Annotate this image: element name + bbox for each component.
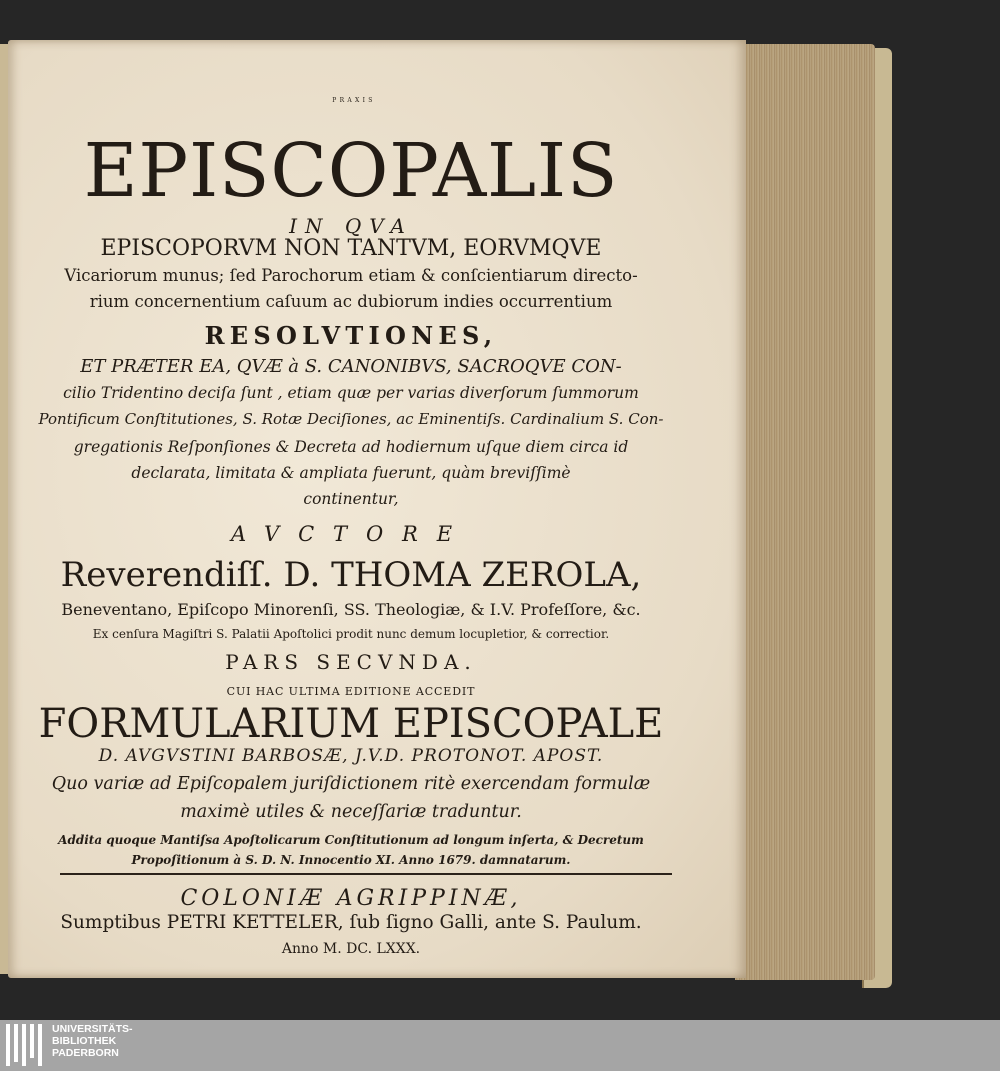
quo-variae-line: Quo variæ ad Epiſcopalem juriſdictionem ritè exercendam formulæ [51, 774, 651, 794]
praeter-line: ET PRÆTER EA, QVÆ à S. CANONIBVS, SACROQVE CON- [80, 356, 622, 377]
praxis-heading: PRAXIS [332, 97, 376, 104]
divider-rule [60, 873, 672, 875]
coloniae-line: COLONIÆ AGRIPPINÆ, [180, 886, 522, 911]
episcopalis-heading: EPISCOPALIS [83, 128, 619, 214]
anno-line: Anno M. DC. LXXX. [281, 941, 421, 957]
cui-hac-line: CUI HAC ULTIMA EDITIONE ACCEDIT [226, 685, 476, 698]
vicariorum-line: Vicariorum munus; ſed Parochorum etiam & conſcientiarum directo- [64, 266, 638, 285]
in-qua-line: IN QVA [289, 214, 413, 238]
rium-line: rium concernentium caſuum ac dubiorum indies occurrentium [89, 292, 613, 311]
library-name-line2: BIBLIOTHEK [52, 1035, 117, 1047]
cilio-line: cilio Tridentino deciſa ſunt , etiam quæ per varias diverſorum ſummorum [63, 384, 639, 402]
maxime-line: maximè utiles & neceſſariæ traduntur. [180, 802, 522, 822]
author-line: Reverendiſſ. D. THOMA ZEROLA, [60, 555, 642, 595]
library-logo-icon [6, 1024, 42, 1066]
propositionum-line: Propoſitionum à S. D. N. Innocentio XI. Anno 1679. damnatarum. [131, 853, 571, 867]
resolutiones-line: RESOLVTIONES, [204, 321, 498, 350]
pars-secunda-line: PARS SECVNDA. [225, 650, 477, 674]
pontificum-line: Pontificum Conſtitutiones, S. Rotæ Deciſiones, ac Eminentiſs. Cardinalium S. Con- [38, 410, 664, 428]
page-fore-edge [735, 44, 875, 980]
library-footer [0, 1020, 1000, 1071]
continentur-line: continentur, [303, 490, 399, 508]
author-titles-line: Beneventano, Epiſcopo Minorenſi, SS. Theologiæ, & I.V. Profeſſore, &c. [61, 600, 641, 619]
episcoporum-line: EPISCOPORVM NON TANTVM, EORVMQVE [100, 236, 602, 261]
declarata-line: declarata, limitata & ampliata fuerunt, quàm breviſſimè [131, 464, 571, 482]
barbosae-line: D. AVGVSTINI BARBOSÆ, J.V.D. PROTONOT. APOST. [98, 746, 604, 766]
library-name-line3: PADERBORN [52, 1047, 119, 1059]
auctore-line: AVCTORE [230, 522, 472, 546]
sumptibus-line: Sumptibus PETRI KETTELER, ſub ſigno Galli, ante S. Paulum. [60, 912, 642, 933]
gregationis-line: gregationis Reſponſiones & Decreta ad hodiernum uſque diem circa id [73, 438, 629, 456]
censura-line: Ex cenſura Magiſtri S. Palatii Apoſtolici prodit nunc demum locupletior, & correctior. [92, 627, 610, 641]
addita-line: Addita quoque Mantiſsa Apoſtolicarum Conſtitutionum ad longum inſerta, & Decretum [58, 833, 644, 847]
library-name [52, 1023, 133, 1059]
title-page [8, 40, 746, 978]
formularium-heading: FORMULARIUM EPISCOPALE [38, 701, 664, 747]
library-name-line1: UNIVERSITÄTS- [52, 1023, 133, 1035]
